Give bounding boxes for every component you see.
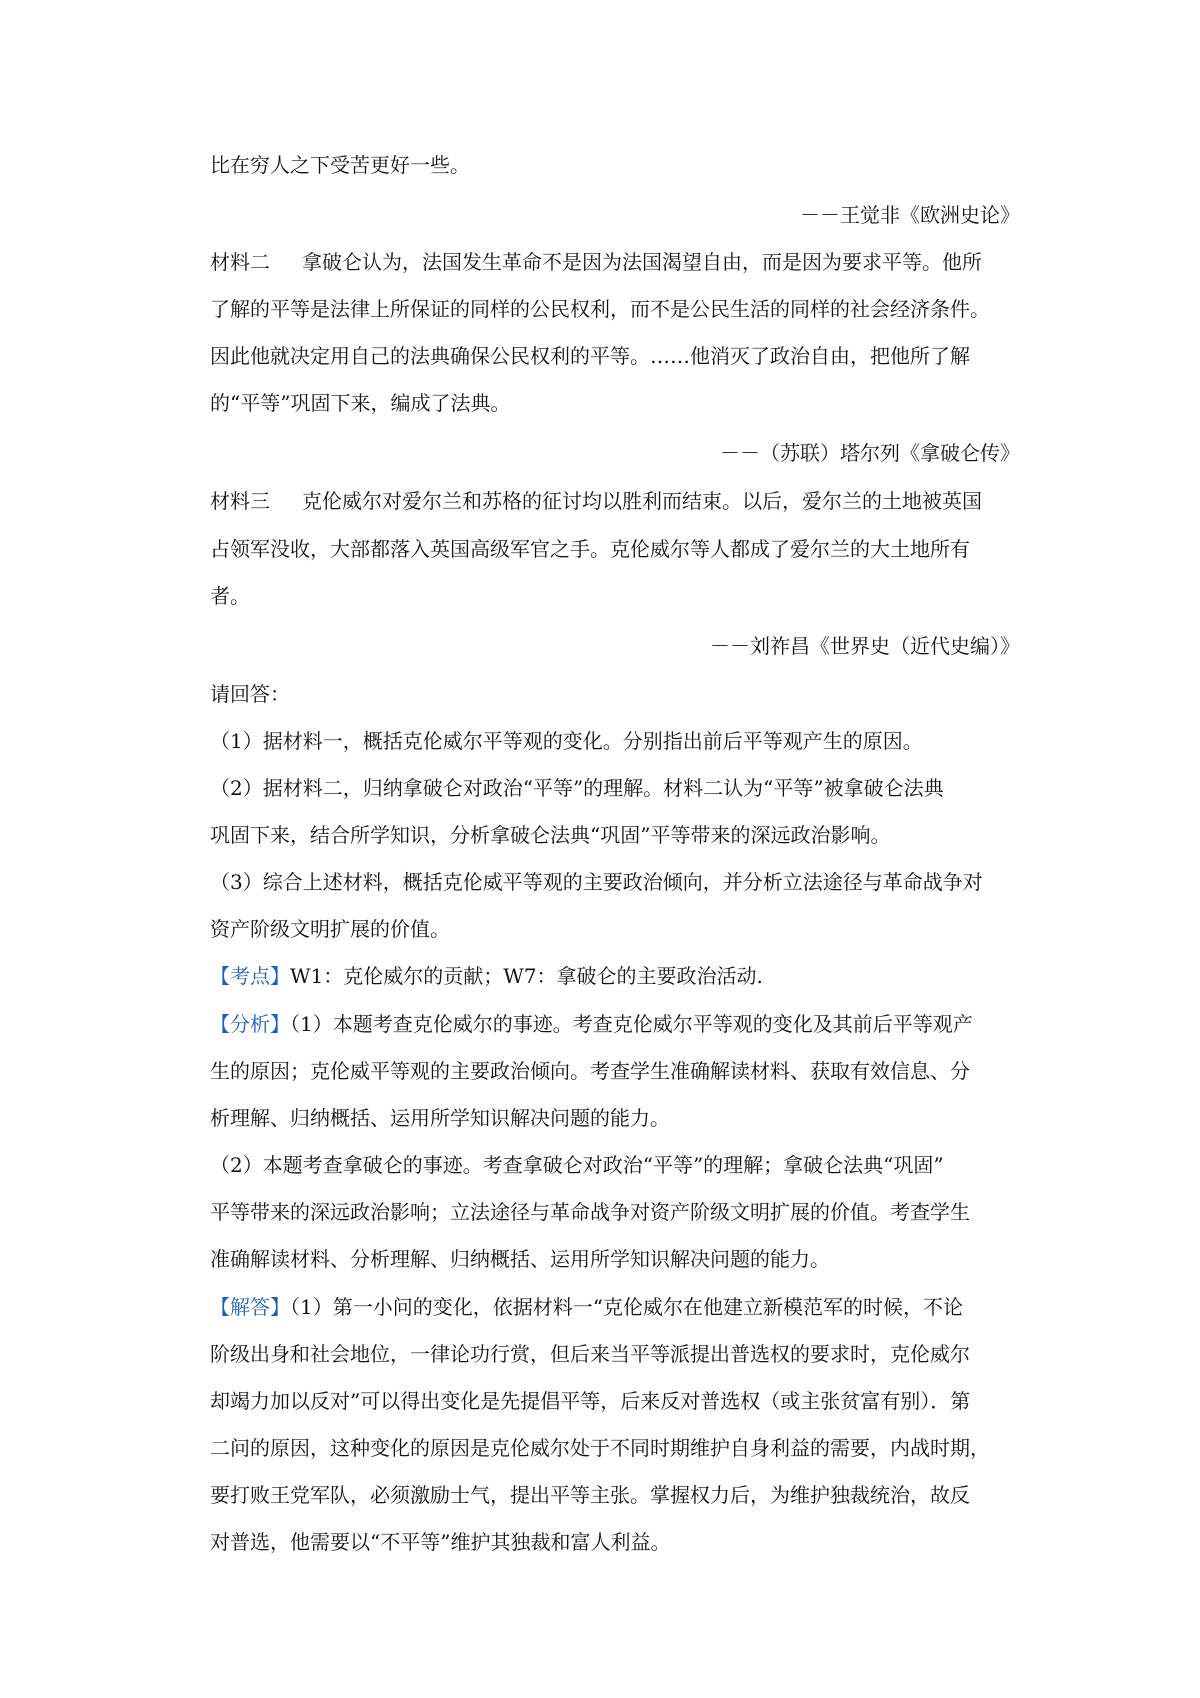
material2-line-4: 的“平等”巩固下来，编成了法典。 (210, 391, 511, 415)
fenxi-line-2: 生的原因；克伦威平等观的主要政治倾向。考查学生准确解读材料、获取有效信息、分 (210, 1059, 970, 1083)
material3-label: 材料三 (210, 489, 270, 513)
material2-line-3: 因此他就决定用自己的法典确保公民权利的平等。……他消灭了政治自由，把他所了解 (210, 344, 970, 368)
question-3-line-1: （3）综合上述材料，概括克伦威平等观的主要政治倾向，并分析立法途径与革命战争对 (210, 870, 983, 894)
jieda-tag: 【解答】 (210, 1295, 290, 1319)
fenxi-line-3: 析理解、归纳概括、运用所学知识解决问题的能力。 (210, 1106, 670, 1130)
material2-label: 材料二 (210, 250, 270, 274)
source-citation-1: －－王觉非《欧洲史论》 (800, 203, 1020, 227)
jieda-line-4: 二问的原因，这种变化的原因是克伦威尔处于不同时期维护自身利益的需要，内战时期， (210, 1436, 990, 1460)
material2-text: 拿破仑认为，法国发生革命不是因为法国渴望自由，而是因为要求平等。他所 (302, 250, 982, 274)
prompt-text: 请回答： (210, 682, 290, 706)
material2-line-2: 了解的平等是法律上所保证的同样的公民权利，而不是公民生活的同样的社会经济条件。 (210, 297, 990, 321)
question-2-line-1: （2）据材料二，归纳拿破仑对政治“平等”的理解。材料二认为“平等”被拿破仑法典 (210, 776, 944, 800)
fenxi-line-1 (210, 1009, 1020, 1039)
fenxi-tag: 【分析】 (210, 1012, 290, 1036)
fenxi-text: （1）本题考查克伦威尔的事迹。考查克伦威尔平等观的变化及其前后平等观产 (290, 1012, 973, 1036)
source-citation-2: －－（苏联）塔尔列《拿破仑传》 (720, 441, 1020, 465)
jieda-line-1 (210, 1292, 1020, 1322)
jieda-line-6: 对普选，他需要以“不平等”维护其独裁和富人利益。 (210, 1530, 671, 1554)
question-3-line-2: 资产阶级文明扩展的价值。 (210, 917, 450, 941)
jieda-text: （1）第一小问的变化，依据材料一“克伦威尔在他建立新模范军的时候，不论 (290, 1295, 963, 1319)
kaodian-text: W1：克伦威尔的贡献；W7：拿破仑的主要政治活动. (290, 964, 763, 988)
fenxi-line-5: 平等带来的深远政治影响；立法途径与革命战争对资产阶级文明扩展的价值。考查学生 (210, 1200, 970, 1224)
question-2-line-2: 巩固下来，结合所学知识，分析拿破仑法典“巩固”平等带来的深远政治影响。 (210, 823, 891, 847)
jieda-line-3: 却竭力加以反对”可以得出变化是先提倡平等，后来反对普选权（或主张贫富有别）．第 (210, 1389, 971, 1413)
question-1: （1）据材料一，概括克伦威尔平等观的变化。分别指出前后平等观产生的原因。 (210, 729, 923, 753)
jieda-line-5: 要打败王党军队，必须激励士气，提出平等主张。掌握权力后，为维护独裁统治，故反 (210, 1483, 970, 1507)
source-citation-3: －－刘祚昌《世界史（近代史编）》 (710, 634, 1020, 658)
fenxi-line-4: （2）本题考查拿破仑的事迹。考查拿破仑对政治“平等”的理解；拿破仑法典“巩固” (210, 1153, 944, 1177)
jieda-line-2: 阶级出身和社会地位，一律论功行赏，但后来当平等派提出普选权的要求时，克伦威尔 (210, 1342, 970, 1366)
fenxi-line-6: 准确解读材料、分析理解、归纳概括、运用所学知识解决问题的能力。 (210, 1247, 830, 1271)
material3-line-1 (210, 486, 1020, 516)
kaodian-tag: 【考点】 (210, 964, 290, 988)
material3-line-2: 占领军没收，大部都落入英国高级军官之手。克伦威尔等人都成了爱尔兰的大土地所有 (210, 537, 970, 561)
kaodian-line (210, 961, 1020, 991)
material3-line-3: 者。 (210, 584, 250, 608)
material1-tail: 比在穷人之下受苦更好一些。 (210, 153, 470, 177)
material3-text: 克伦威尔对爱尔兰和苏格的征讨均以胜利而结束。以后，爱尔兰的土地被英国 (302, 489, 982, 513)
material2-line-1 (210, 247, 1020, 277)
